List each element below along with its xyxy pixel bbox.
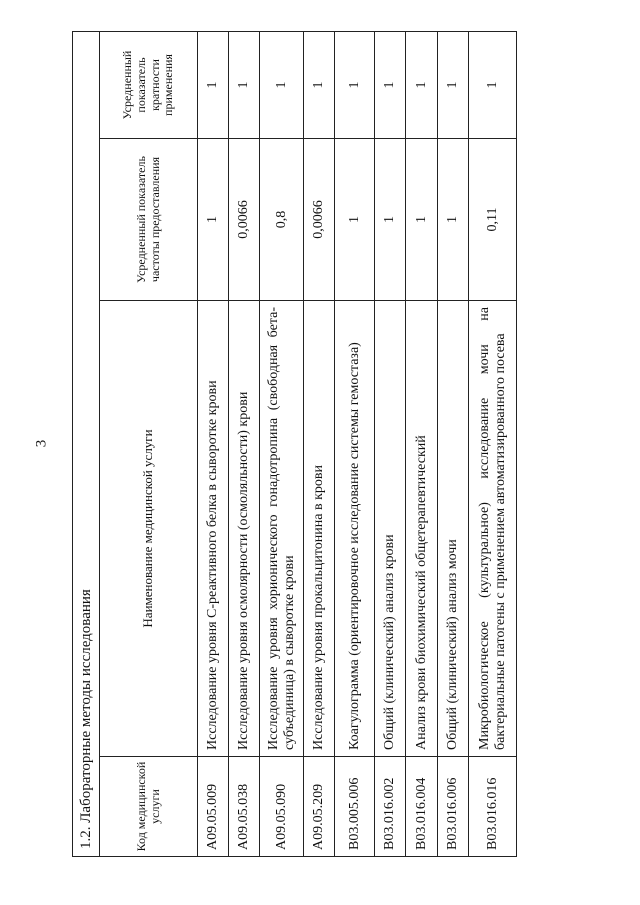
page-number: 3 [33, 439, 50, 448]
lab-methods-table [72, 31, 517, 857]
frequency-value: 1 [375, 139, 406, 301]
multiplicity-value: 1 [304, 32, 335, 139]
table-row [304, 32, 335, 857]
column-header-multiplicity: Усредненный показатель кратности применения [100, 32, 198, 139]
multiplicity-value: 1 [229, 32, 260, 139]
frequency-value: 0,0066 [304, 139, 335, 301]
multiplicity-value: 1 [438, 32, 469, 139]
frequency-value: 1 [406, 139, 438, 301]
service-code: A09.05.038 [229, 757, 260, 857]
service-code: A09.05.209 [304, 757, 335, 857]
table-row [198, 32, 229, 857]
multiplicity-value: 1 [469, 32, 517, 139]
service-code: A09.05.009 [198, 757, 229, 857]
frequency-value: 1 [438, 139, 469, 301]
service-code: B03.016.016 [469, 757, 517, 857]
frequency-value: 0,11 [469, 139, 517, 301]
frequency-value: 1 [198, 139, 229, 301]
service-code: A09.05.090 [260, 757, 304, 857]
frequency-value: 0,8 [260, 139, 304, 301]
service-name: Общий (клинический) анализ мочи [438, 301, 469, 757]
service-name: Исследование уровня прокальцитонина в крови [304, 301, 335, 757]
service-code: B03.005.006 [335, 757, 375, 857]
table-row [406, 32, 438, 857]
table-row [375, 32, 406, 857]
section-title: 1.2. Лабораторные методы исследования [73, 32, 100, 857]
column-header-name: Наименование медицинской услуги [100, 301, 198, 757]
service-name: Исследование уровня С-реактивного белка в сыворотке крови [198, 301, 229, 757]
table-row [469, 32, 517, 857]
table-row [229, 32, 260, 857]
service-name: Коагулограмма (ориентировочное исследование системы гемостаза) [335, 301, 375, 757]
rotated-table-container [72, 32, 508, 857]
table-header-row [100, 32, 198, 857]
column-header-code: Код медицинской услуги [100, 757, 198, 857]
frequency-value: 1 [335, 139, 375, 301]
multiplicity-value: 1 [406, 32, 438, 139]
frequency-value: 0,0066 [229, 139, 260, 301]
service-code: B03.016.006 [438, 757, 469, 857]
service-name: Общий (клинический) анализ крови [375, 301, 406, 757]
multiplicity-value: 1 [335, 32, 375, 139]
service-code: B03.016.004 [406, 757, 438, 857]
service-name: Исследование уровня осмолярности (осмоляльности) крови [229, 301, 260, 757]
service-name: Анализ крови биохимический общетерапевтический [406, 301, 438, 757]
multiplicity-value: 1 [375, 32, 406, 139]
column-header-frequency: Усредненный показатель частоты предоставления [100, 139, 198, 301]
service-name: Исследование уровня хорионического гонадотропина (свободная бета-субъединица) в сыворотке крови [260, 301, 304, 757]
service-code: B03.016.002 [375, 757, 406, 857]
table-row [438, 32, 469, 857]
table-row [260, 32, 304, 857]
service-name: Микробиологическое (культуральное) исследование мочи на бактериальные патогены с применением автоматизированного посева [469, 301, 517, 757]
multiplicity-value: 1 [198, 32, 229, 139]
table-row [335, 32, 375, 857]
multiplicity-value: 1 [260, 32, 304, 139]
